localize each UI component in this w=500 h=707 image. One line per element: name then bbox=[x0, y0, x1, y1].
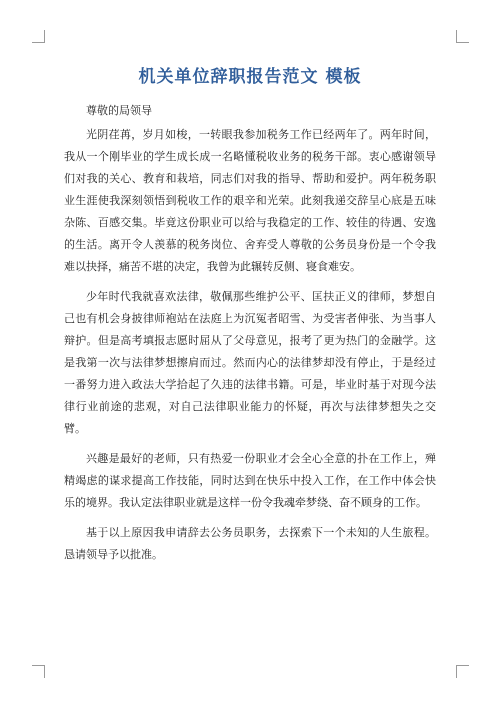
document-title: 机关单位辞职报告范文 模板 bbox=[138, 67, 362, 87]
corner-mark-bottom-left bbox=[32, 665, 45, 678]
corner-mark-top-left bbox=[32, 30, 45, 43]
document-body bbox=[64, 100, 436, 574]
paragraph-3: 兴趣是最好的老师，只有热爱一份职业才会全心全意的扑在工作上，殚精竭虑的谋求提高工作技能，同时达到在快乐中投入工作，在工作中体会快乐的境界。我认定法律职业就是这样一份令我魂牵梦绕、奋不顾身的工作。 bbox=[64, 452, 436, 509]
paragraph-1: 光阴荏苒，岁月如梭，一转眼我参加税务工作已经两年了。两年时间，我从一个刚毕业的学生成长成一名略懂税收业务的税务干部。衷心感谢领导们对我的关心、教育和栽培，同志们对我的指导、帮助和爱护。两年税务职业生涯使我深刻领悟到税收工作的艰辛和光荣。此刻我递交辞呈心底是五味杂陈、百感交集。毕竟这份职业可以给与我稳定的工作、较佳的待遇、安逸的生活。离开令人羡慕的税务岗位、舍弃受人尊敬的公务员身份是一个令我难以抉择，痛苦不堪的决定，我曾为此辗转反侧、寝食难安。 bbox=[64, 128, 436, 273]
paragraph-4: 基于以上原因我申请辞去公务员职务，去探索下一个未知的人生旅程。恳请领导予以批准。 bbox=[64, 526, 436, 561]
corner-mark-bottom-right bbox=[456, 665, 469, 678]
corner-mark-top-right bbox=[456, 30, 469, 43]
paragraph-2: 少年时代我就喜欢法律，敬佩那些维护公平、匡扶正义的律师，梦想自己也有机会身披律师袍站在法庭上为沉冤者昭雪、为受害者伸张、为当事人辩护。但是高考填报志愿时屈从了父母意见，报考了更为热门的金融学。这是我第一次与法律梦想擦肩而过。然而内心的法律梦却没有停止，于是经过一番努力进入政法大学拾起了久违的法律书籍。可是，毕业时基于对现今法律行业前途的悲观，对自己法律职业能力的怀疑，再次与法律梦想失之交臂。 bbox=[64, 290, 436, 435]
salutation: 尊敬的局领导 bbox=[86, 104, 152, 117]
